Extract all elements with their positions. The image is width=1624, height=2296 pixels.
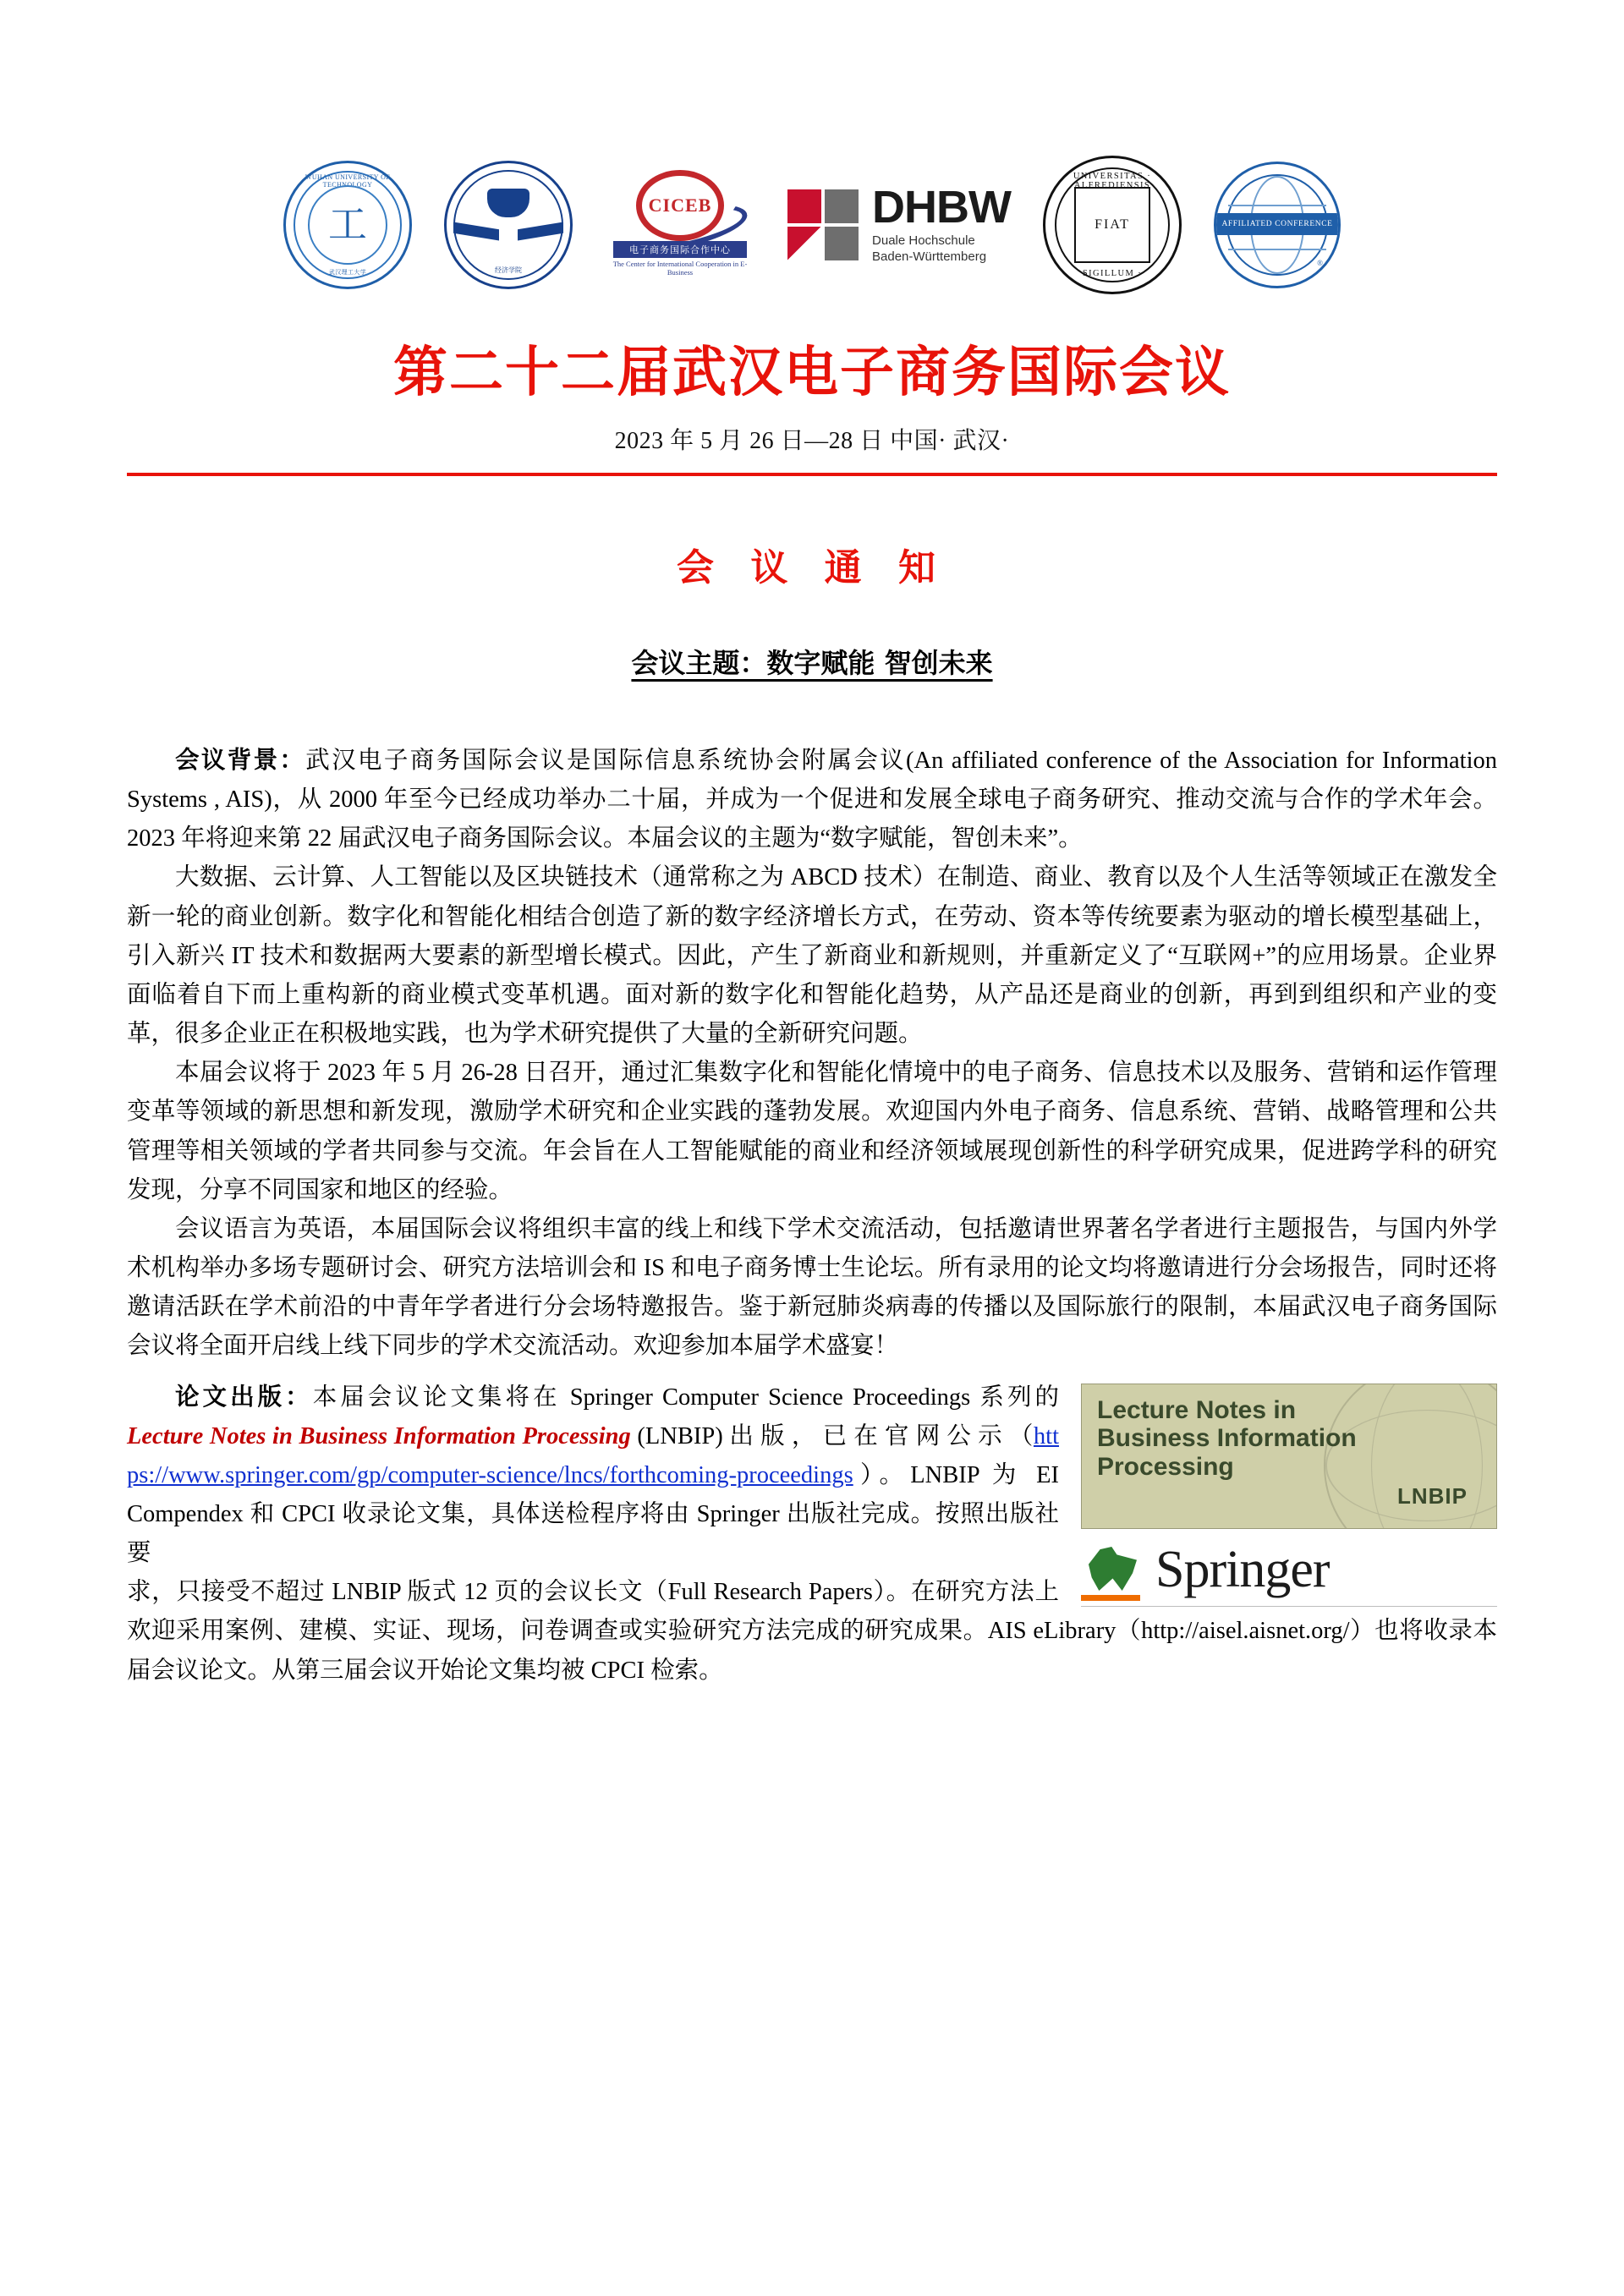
emblem-ring	[453, 170, 563, 280]
school-shield-icon	[444, 161, 573, 289]
dhbw-text-block	[872, 181, 1011, 266]
seal-bottom-text: 武汉理工大学	[328, 268, 367, 276]
logo-wuhan-university-of-technology	[283, 161, 412, 289]
emblem-label: 经济学院	[495, 266, 523, 274]
dhbw-square-gray-top	[825, 189, 859, 223]
lnbip-book-cover	[1081, 1384, 1497, 1529]
ciceb-acronym: CICEB	[648, 194, 712, 216]
publication-label: 论文出版：	[175, 1384, 313, 1411]
header-divider	[127, 473, 1497, 476]
publication-paragraph-continued: 求，只接受不超过 LNBIP 版式 12 页的会议长文（Full Research Papers）。在研究方法上欢迎采用案例、建模、实证、现场，问卷调查或实验研究方法完成的研究成果。AIS eLibrary（http://aisel.aisnet.org/）也将收录本届会议论文。从第三届会议开始论文集均被 CPCI 检索。	[127, 1579, 1497, 1684]
dhbw-square-gray-bottom	[825, 227, 859, 260]
dhbw-square-red-top	[787, 189, 821, 223]
cover-title-line3: Processing	[1097, 1452, 1234, 1481]
dhbw-wordmark: DHBW	[872, 181, 1011, 233]
logo-school-emblem	[444, 161, 573, 289]
cover-title-line2: Business Information	[1097, 1424, 1357, 1453]
cover-title-line1: Lecture Notes in	[1097, 1395, 1297, 1424]
paragraph-background	[127, 742, 1497, 858]
page-title: 第二十二届武汉电子商务国际会议	[393, 342, 1231, 404]
conference-theme: 会议主题：数字赋能 智创未来	[631, 647, 993, 679]
logo-ciceb	[605, 170, 755, 280]
springer-logo	[1081, 1529, 1497, 1607]
ciceb-subtitle: The Center for International Cooperation in E-Business	[612, 259, 748, 277]
dhbw-logo-icon	[787, 174, 1011, 276]
sponsor-logo-row	[127, 0, 1497, 299]
background-text: 武汉电子商务国际会议是国际信息系统协会附属会议(An affiliated conference of the Association for Information Systems , AIS)，从 2000 年至今已经成功举办二十届，并成为一个促进和发展全球电子商务研究、推动交流与合作的学术年会。2023 年将迎来第 22 届武汉电子商务国际会议。本届会议的主题为“数字赋能，智创未来”。	[127, 748, 1497, 852]
wuhan-university-seal-icon	[283, 161, 412, 289]
globe-parallel-3	[1228, 249, 1326, 250]
dhbw-subtitle-line2: Baden-Württemberg	[872, 249, 987, 264]
publication-text-c: ）。LNBIP 为 EI Compendex 和 CPCI 收录论文集，具体送检程序将由 Springer 出版社完成。按照出版社要	[127, 1461, 1059, 1567]
seal-arc-top-text: UNIVERSITAS · ALFREDIENSIS	[1073, 171, 1152, 190]
logo-ais-affiliated-conference	[1214, 162, 1341, 288]
dhbw-subtitle	[872, 233, 1011, 266]
paragraph-language: 会议语言为英语，本届国际会议将组织丰富的线上和线下学术交流活动，包括邀请世界著名学者进行主题报告，与国内外学术机构举办多场专题研讨会、研究方法培训会和 IS 和电子商务博士生论坛。所有录用的论文均将邀请进行分会场报告，同时还将邀请活跃在学术前沿的中青年学者进行分会场特邀报告。鉴于新冠肺炎病毒的传播以及国际旅行的限制，本届武汉电子商务国际会议将全面开启线上线下同步的学术交流活动。欢迎参加本届学术盛宴！	[127, 1215, 1497, 1360]
dhbw-subtitle-line1: Duale Hochschule	[872, 233, 975, 248]
seal-top-text: WUHAN UNIVERSITY OF TECHNOLOGY	[304, 173, 391, 189]
ais-globe-icon	[1214, 162, 1341, 288]
seal-center-glyph: 工	[308, 185, 387, 265]
springer-wordmark: Springer	[1155, 1541, 1330, 1598]
horse-shape	[1084, 1547, 1137, 1591]
ciceb-band-label: 电子商务国际合作中心	[613, 241, 747, 258]
registered-mark: ®	[1317, 258, 1323, 267]
notice-heading: 会 议 通 知	[677, 546, 947, 589]
publication-section	[127, 1378, 1497, 1690]
horse-base-shape	[1081, 1595, 1140, 1601]
background-label: 会议背景：	[175, 748, 306, 774]
ciceb-logo-icon	[605, 170, 755, 280]
seal-arc-bottom-text: SIGILLUM ·	[1082, 268, 1143, 278]
alfred-university-seal-icon	[1043, 156, 1182, 294]
affiliated-conference-band: AFFILIATED CONFERENCE	[1216, 213, 1338, 235]
series-name: Lecture Notes in Business Information Processing	[127, 1422, 631, 1449]
seal-inner-text: FIAT	[1074, 187, 1150, 263]
paragraph-technology: 大数据、云计算、人工智能以及区块链技术（通常称之为 ABCD 技术）在制造、商业、教育以及个人生活等领域正在激发全新一轮的商业创新。数字化和智能化相结合创造了新的数字经济增长方式，在劳动、资本等传统要素为驱动的增长模型基础上，引入新兴 IT 技术和数据两大要素的新型增长模式。因此，产生了新商业和新规则，并重新定义了“互联网+”的应用场景。企业界面临着自下而上重构新的商业模式变革机遇。面对新的数字化和智能化趋势，从产品还是商业的创新，再到到组织和产业的变革，很多企业正在积极地实践，也为学术研究提供了大量的全新研究问题。	[127, 864, 1497, 1048]
conference-date-line: 2023 年 5 月 26 日—28 日 中国· 武汉·	[614, 428, 1010, 454]
logo-dhbw	[787, 174, 1011, 276]
logo-alfred-university	[1043, 156, 1182, 294]
dhbw-squares-shape	[787, 189, 862, 260]
dhbw-square-red-bottom	[787, 227, 821, 260]
springer-forthcoming-link[interactable]: https://www.springer.com/gp/computer-science/lncs/forthcoming-proceedings	[127, 1422, 1060, 1488]
publication-text-b: (LNBIP) 出 版 ， 已 在 官 网 公 示 （	[630, 1422, 1034, 1449]
publication-text-a: 本届会议论文集将在 Springer Computer Science Proceedings 系列的	[312, 1384, 1059, 1411]
publication-images	[1081, 1384, 1497, 1607]
cover-series-badge: LNBIP	[1397, 1483, 1468, 1510]
springer-horse-icon	[1081, 1538, 1144, 1601]
cover-title	[1097, 1396, 1357, 1482]
paragraph-schedule: 本届会议将于 2023 年 5 月 26-28 日召开，通过汇集数字化和智能化情境中的电子商务、信息技术以及服务、营销和运作管理变革等领域的新思想和新发现，激励学术研究和企业实践的蓬勃发展。欢迎国内外电子商务、信息系统、营销、战略管理和公共管理等相关领域的学者共同参与交流。年会旨在人工智能赋能的商业和经济领域展现创新性的科学研究成果，促进跨学科的研究发现，分享不同国家和地区的经验。	[127, 1060, 1497, 1203]
globe-parallel-1	[1228, 205, 1326, 206]
notice-body	[127, 742, 1497, 1367]
